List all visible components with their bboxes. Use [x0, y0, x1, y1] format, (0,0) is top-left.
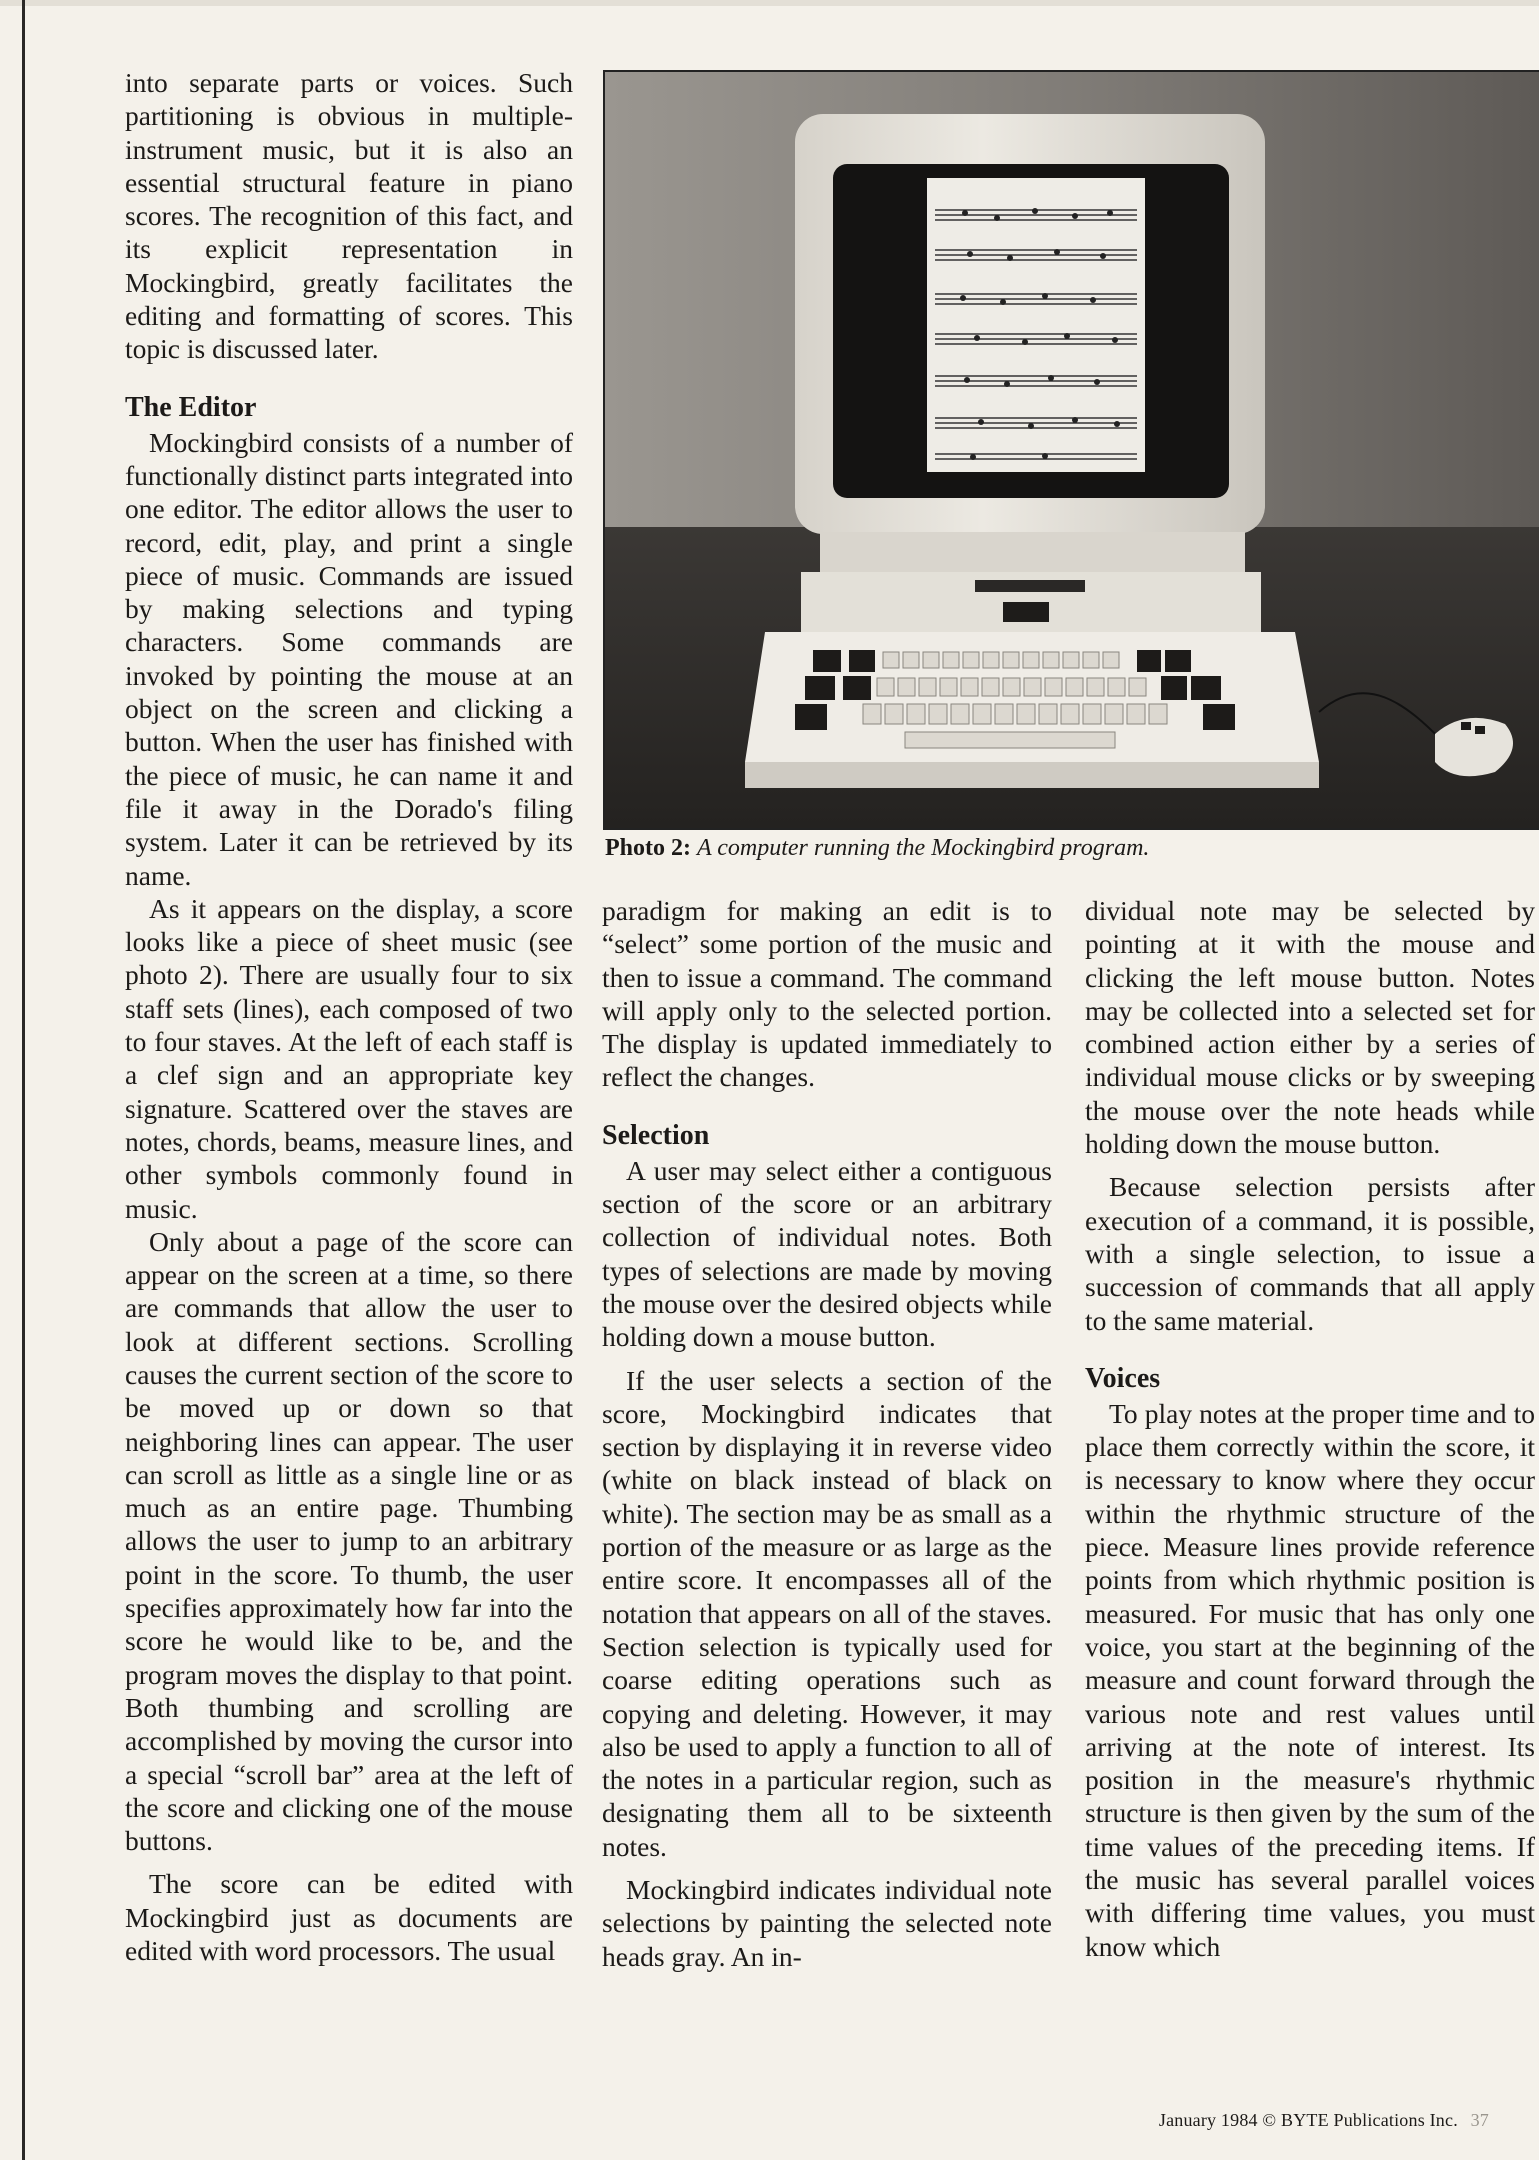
column-3 — [1085, 894, 1535, 1963]
caption-text: A computer running the Mockingbird program. — [697, 835, 1150, 861]
paragraph-selection-3: Mockingbird indicates individual note selections by painting the selected note heads gray. An in- — [602, 1874, 1052, 1972]
paragraph-selection-2: If the user selects a section of the score, Mockingbird indicates that section by displaying it in reverse video (white on black instead of black on white). The section may be as small as a portion of the measure or as large as the entire score. It encompasses all of the notation that appears on all of the staves. Section selection is typically used for coarse editing operations such as copying and deleting. However, it may also be used to apply a function to all of the notes in a particular region, such as designating them all to be sixteenth notes. — [602, 1364, 1052, 1862]
scan-left-edge — [22, 0, 25, 2160]
paragraph-individual-note: dividual note may be selected by pointing at it with the mouse and clicking the left mouse button. Notes may be collected into a selected set for combined action either by a series of individual mouse clicks or by sweeping the mouse over the note heads while holding down the mouse button. — [1085, 895, 1535, 1160]
scan-top-edge — [0, 0, 1539, 6]
footer-credit: January 1984 © BYTE Publications Inc. — [1158, 2110, 1458, 2130]
paragraph-selection-1: A user may select either a contiguous section of the score or an arbitrary collection of individual notes. Both types of selections are made by moving the mouse over the desired objects while holding down a mouse button. — [602, 1154, 1052, 1353]
page-number: 37 — [1470, 2110, 1489, 2130]
page-footer — [1159, 2110, 1489, 2131]
photo-computer-terminal — [603, 70, 1539, 830]
column-1 — [125, 66, 573, 1967]
paragraph-editor-3: Only about a page of the score can appear on the screen at a time, so there are commands that allow the user to look at different sections. Scrolling causes the current section of the score to be moved up or down so that neighboring lines can appear. The user can scroll as little as a single line or as much as an entire page. Thumbing allows the user to jump to an arbitrary point in the score. To thumb, the user specifies approximately how far into the score he would like to be, and the program moves the display to that point. Both thumbing and scrolling are accomplished by moving the cursor into a special “scroll bar” area at the left of the score and clicking one of the mouse buttons. — [125, 1225, 573, 1857]
column-2 — [602, 894, 1052, 1973]
paragraph-intro: into separate parts or voices. Such partitioning is obvious in multiple-instrument music, but it is also an essential structural feature in piano scores. The recognition of this fact, and its explicit representation in Mockingbird, greatly facilitates the editing and formatting of scores. This topic is discussed later. — [125, 67, 573, 365]
paragraph-persist: Because selection persists after execution of a command, it is possible, with a single selection, to issue a succession of commands that all apply to the same material. — [1085, 1171, 1535, 1336]
heading-voices: Voices — [1085, 1362, 1161, 1394]
photo-caption — [605, 835, 1149, 862]
paragraph-paradigm: paradigm for making an edit is to “select” some portion of the music and then to issue a command. The command will apply only to the selected portion. The display is updated immediately to reflect the changes. — [602, 895, 1052, 1093]
paragraph-editor-2: As it appears on the display, a score looks like a piece of sheet music (see photo 2). There are usually four to six staff sets (lines), each composed of two to four staves. At the left of each staff is a clef sign and an appropriate key signature. Scattered over the staves are notes, chords, beams, measure lines, and other symbols commonly found in music. — [125, 892, 573, 1224]
paragraph-editor-1: Mockingbird consists of a number of functionally distinct parts integrated into one editor. The editor allows the user to record, edit, play, and print a single piece of music. Commands are issued by making selections and typing characters. Some commands are invoked by pointing the mouse at an object on the screen and clicking a button. When the user has finished with the piece of music, he can name it and file it away in the Dorado's filing system. Later it can be retrieved by its name. — [125, 426, 573, 891]
heading-the-editor: The Editor — [125, 391, 257, 423]
terminal-illustration — [605, 72, 1539, 828]
paragraph-editor-4: The score can be edited with Mockingbird just as documents are edited with word processors. The usual — [125, 1868, 573, 1967]
paragraph-voices: To play notes at the proper time and to place them correctly within the score, it is necessary to know where they occur within the rhythmic structure of the piece. Measure lines provide reference points from which rhythmic position is measured. For music that has only one voice, you start at the beginning of the measure and count forward through the various note and rest values until arriving at the note of interest. Its position in the measure's rhythmic structure is then given by the sum of the time values of the preceding items. If the music has several parallel voices with differing time values, you must know which — [1085, 1397, 1535, 1962]
caption-label: Photo 2: — [605, 835, 691, 861]
heading-selection: Selection — [602, 1119, 710, 1151]
